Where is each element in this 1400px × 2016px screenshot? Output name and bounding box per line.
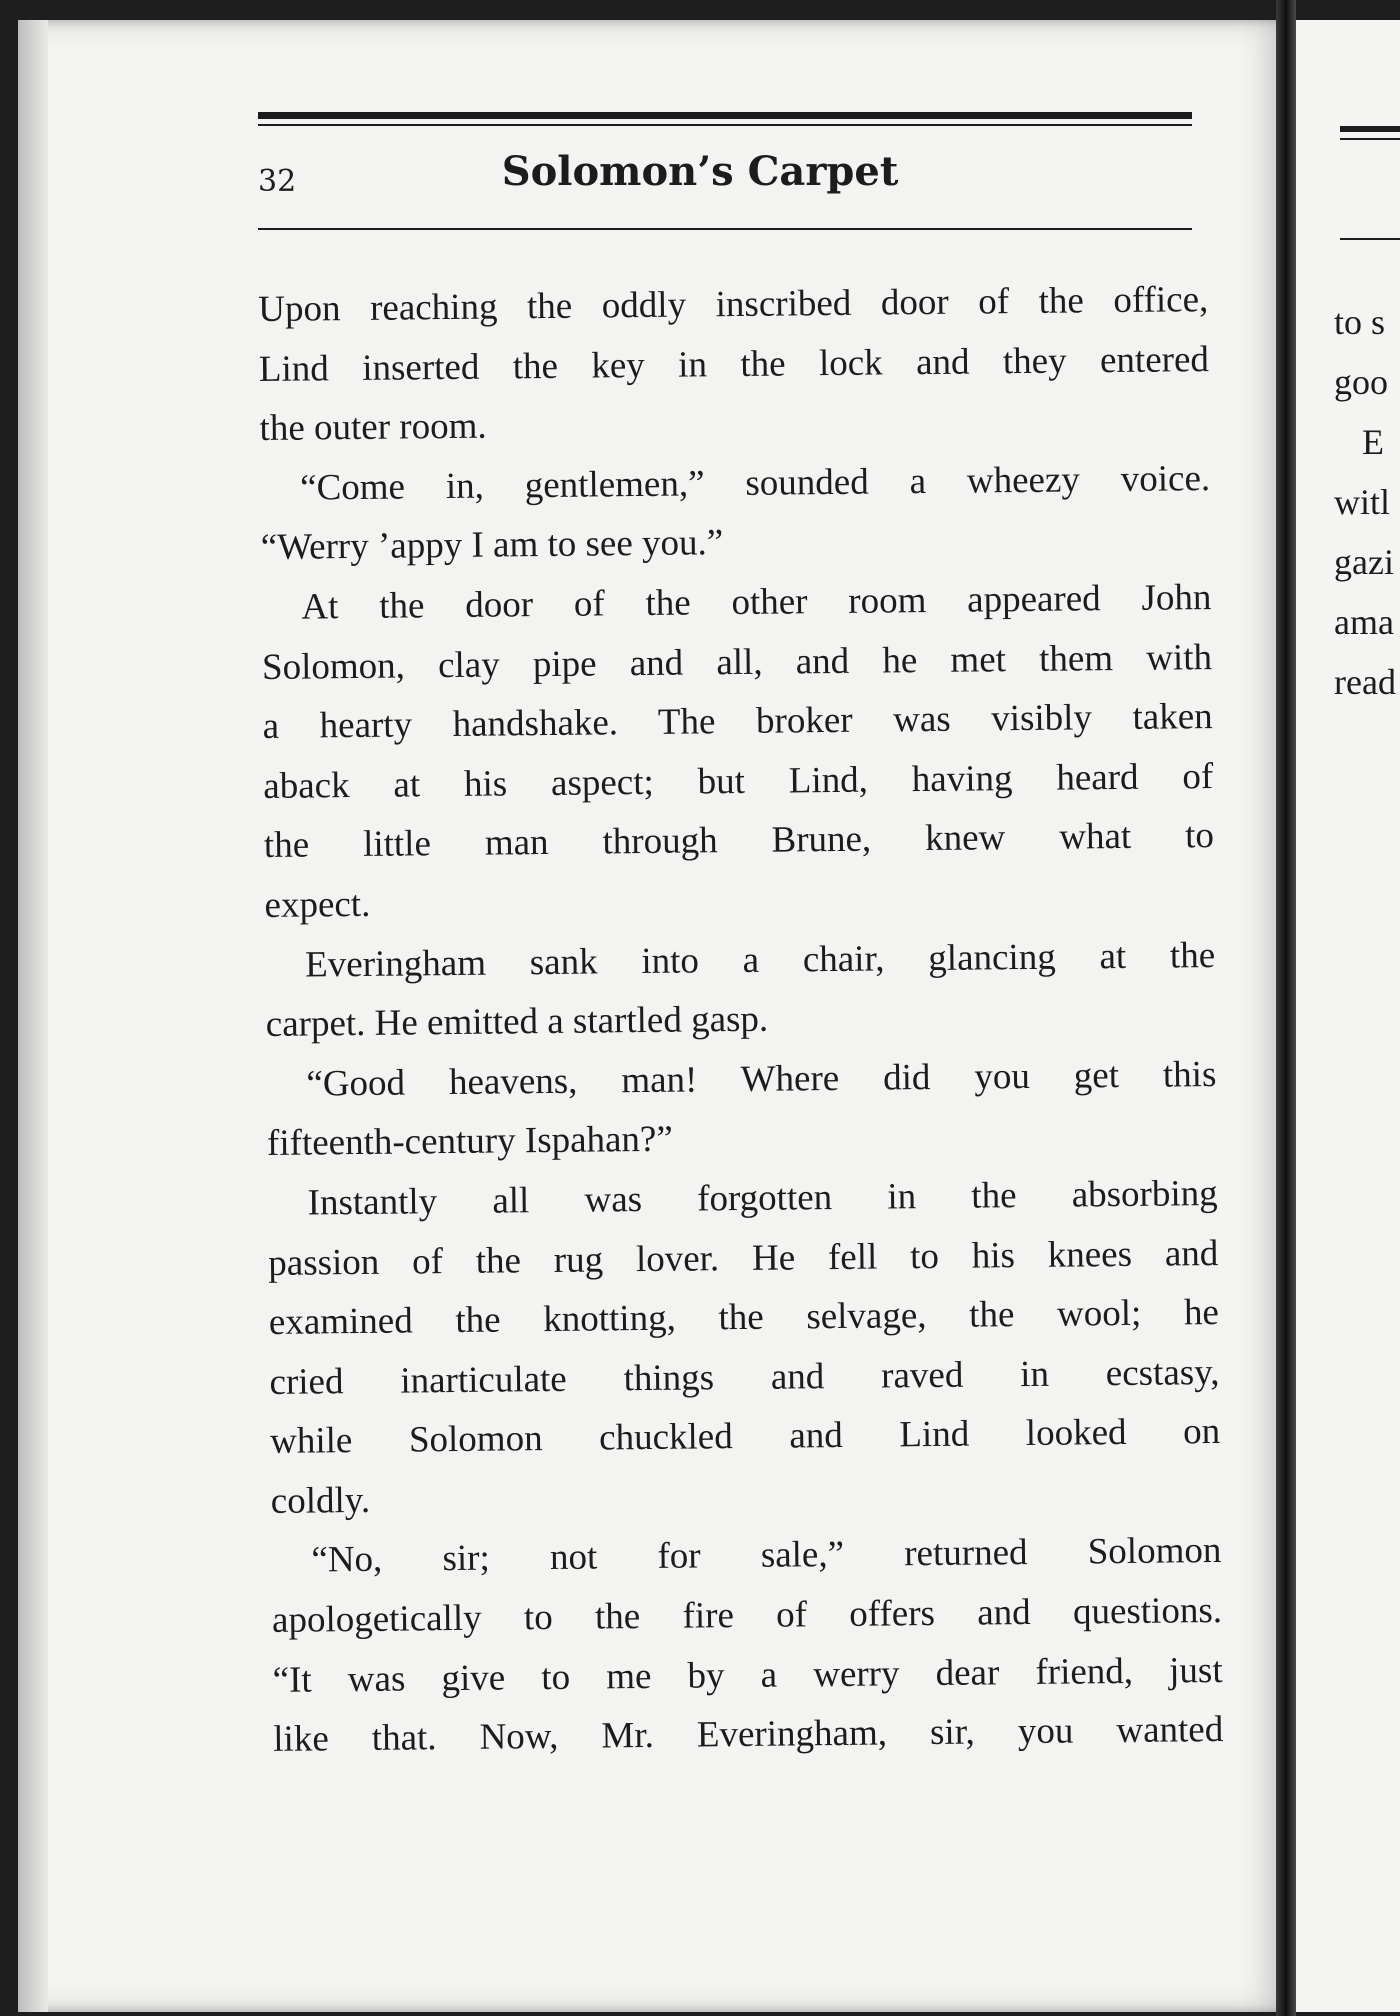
facing-text-line: E (1362, 422, 1384, 462)
text-line: passion of the rug lover. He fell to his knees and (268, 1232, 1219, 1284)
body-text (258, 270, 1224, 1770)
text-line: “It was give to me by a werry dear friend, just (272, 1649, 1223, 1701)
header-rule-under (258, 228, 1192, 230)
text-line: a hearty handshake. The broker was visibly taken (262, 696, 1213, 748)
facing-text-line: ama (1334, 602, 1394, 642)
text-line: the little man through Brune, knew what to (263, 815, 1215, 867)
text-line: expect. (264, 883, 371, 926)
book-gutter (1276, 0, 1296, 2016)
text-line: Solomon, clay pipe and all, and he met them with (261, 636, 1213, 688)
facing-header-rule-under (1340, 238, 1400, 240)
text-line: like that. Now, Mr. Everingham, sir, you wanted (273, 1709, 1224, 1761)
facing-page-text (1334, 292, 1400, 712)
text-line: Upon reaching the oddly inscribed door of the office, (258, 279, 1209, 330)
text-line: apologetically to the fire of offers and questions. (271, 1590, 1223, 1641)
text-line: fifteenth-century Ispahan?” (266, 1119, 674, 1165)
header-rule-thick (258, 112, 1192, 119)
text-line: cried inarticulate things and raved in ecstasy, (269, 1351, 1220, 1403)
page-edge (18, 20, 48, 2012)
text-line: Instantly all was forgotten in the absorbing (307, 1172, 1218, 1224)
text-line: coldly. (270, 1479, 371, 1522)
text-line: carpet. He emitted a startled gasp. (265, 998, 769, 1046)
text-line: “Werry ’appy I am to see you.” (260, 522, 724, 569)
facing-text-line: read (1334, 662, 1396, 702)
page-number: 32 (258, 164, 297, 199)
text-line: while Solomon chuckled and Lind looked on (269, 1411, 1221, 1463)
facing-text-line: goo (1334, 362, 1388, 402)
text-line: Everingham sank into a chair, glancing at the (304, 934, 1216, 986)
facing-header-rule-thin (1340, 138, 1400, 140)
text-line: At the door of the other room appeared John (301, 577, 1212, 628)
text-line: aback at his aspect; but Lind, having heard of (263, 755, 1214, 807)
text-line: examined the knotting, the selvage, the wool; he (268, 1292, 1220, 1344)
facing-text-line: gazi (1334, 542, 1394, 582)
facing-header-rule-thick (1340, 126, 1400, 132)
facing-text-line: witl (1334, 482, 1391, 522)
header-rule-thin (258, 124, 1192, 126)
text-line: “Good heavens, man! Where did you get this (306, 1053, 1217, 1105)
facing-text-line: to s (1334, 302, 1386, 342)
facing-page (1296, 20, 1400, 2012)
text-line: “No, sir; not for sale,” returned Solomon (311, 1530, 1222, 1581)
text-line: the outer room. (259, 405, 487, 450)
text-line: Lind inserted the key in the lock and they entered (258, 338, 1210, 390)
running-title: Solomon’s Carpet (501, 148, 899, 195)
text-line: “Come in, gentlemen,” sounded a wheezy voice. (299, 457, 1211, 509)
